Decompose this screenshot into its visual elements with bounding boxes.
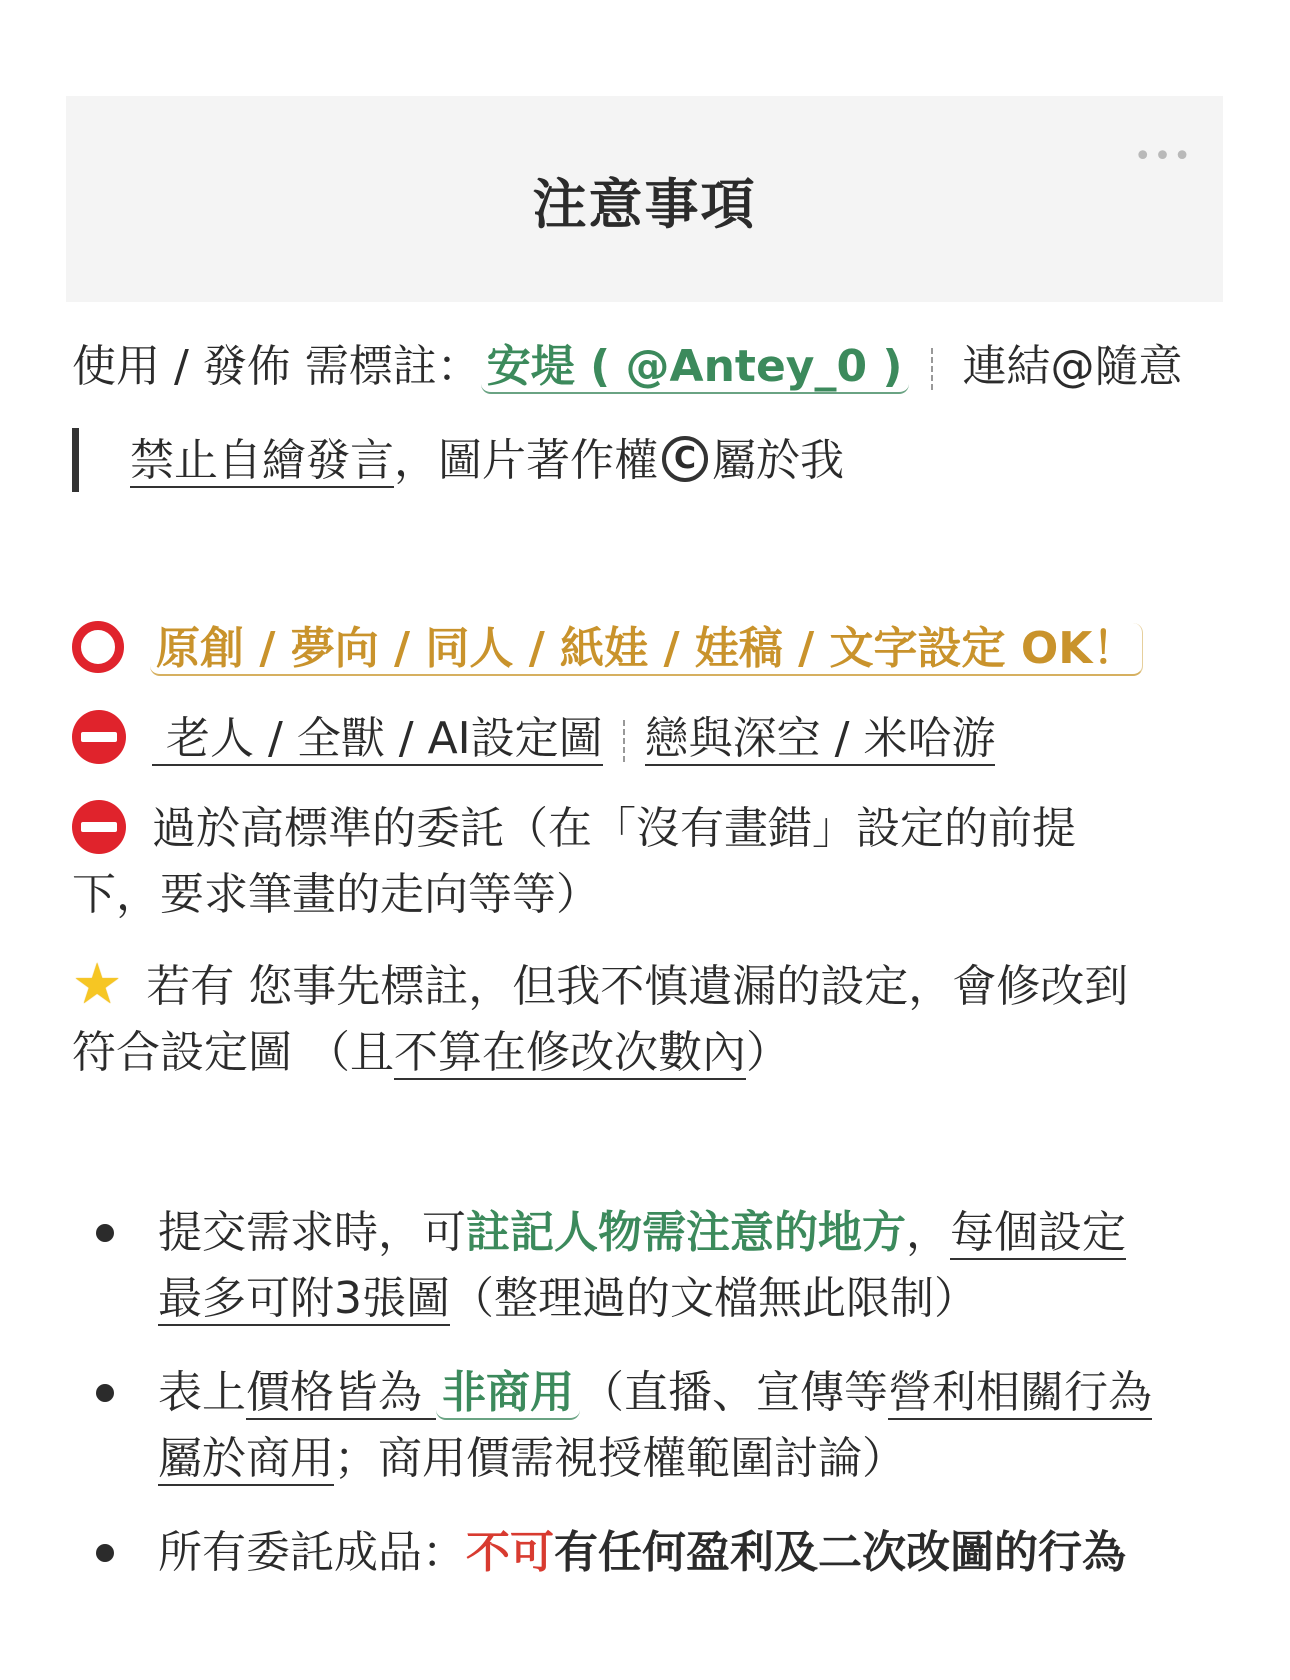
bullet-underline: 每個設定 [950,1207,1126,1258]
bullet-text: （直播、宣傳等 [580,1367,888,1418]
divider [931,348,933,390]
bullet-text: （整理過的文檔無此限制） [450,1273,978,1324]
divider [623,720,625,762]
star-text-a: 若有 您事先標註，但我不慎遺漏的設定，會修改到 [146,961,1129,1012]
bullet-text: 有任何盈利及二次改圖的行為 [554,1527,1126,1578]
star-text-d: ） [746,1027,790,1078]
page-title: 注意事項 [532,173,757,236]
star-icon: ★ [72,952,123,1017]
ok-text: 原創 / 夢向 / 同人 / 紙娃 / 娃稿 / 文字設定 OK！ [150,623,1143,676]
bullet-list [96,1200,1196,1614]
credit-line [72,334,1183,400]
credit-name: 安堤 ( @Antey_0 ) [481,341,909,394]
bullet-underline: 屬於商用 [158,1433,334,1484]
no-entry-icon [72,800,126,854]
no-text-3b: 下，要求筆畫的走向等等） [72,869,600,920]
credit-suffix: 連結@隨意 [962,341,1183,392]
list-item [96,1360,1196,1492]
bullet-dot [96,1544,114,1562]
credit-prefix: 使用 / 發佈 需標註： [72,341,481,392]
no-self-draw-text: 禁止自繪發言 [130,435,394,486]
bullet-text: 表上 [158,1367,246,1418]
copyright-icon: C [662,436,708,482]
bullet-dot [96,1224,114,1242]
header-card [66,96,1223,302]
copyright-line [130,428,844,494]
copyright-middle: ，圖片著作權 [394,435,658,486]
more-dots-icon[interactable]: ••• [1133,139,1193,174]
bullet-text: ；商用價需視授權範圍討論） [334,1433,906,1484]
quote-bar [72,428,79,492]
star-text-b: 符合設定圖 （且 [72,1027,394,1078]
bullet-text: 所有委託成品： [158,1527,466,1578]
star-text-c: 不算在修改次數內 [394,1027,746,1078]
list-item [96,1200,1196,1332]
no-text-3a: 過於高標準的委託（在「沒有畫錯」設定的前提 [152,803,1076,854]
red-circle-icon [72,621,124,673]
no-line-2 [72,796,1222,928]
no-line-1 [72,706,995,772]
bullet-dot [96,1384,114,1402]
star-line [72,954,1222,1086]
list-item [96,1520,1196,1586]
no-entry-icon [72,710,126,764]
bullet-warning: 不可 [466,1527,554,1578]
bullet-underline: 價格皆為 [246,1367,436,1418]
no-text-1: 老人 / 全獸 / AI設定圖 [152,713,603,764]
bullet-text: ， [906,1207,950,1258]
ok-line [72,616,1143,682]
bullet-highlight: 非商用 [436,1367,580,1420]
bullet-highlight: 註記人物需注意的地方 [466,1207,906,1258]
bullet-text: 提交需求時，可 [158,1207,466,1258]
copyright-suffix: 屬於我 [712,435,844,486]
bullet-underline: 營利相關行為 [888,1367,1152,1418]
no-text-2: 戀與深空 / 米哈游 [644,713,996,764]
bullet-underline: 最多可附3張圖 [158,1273,450,1324]
